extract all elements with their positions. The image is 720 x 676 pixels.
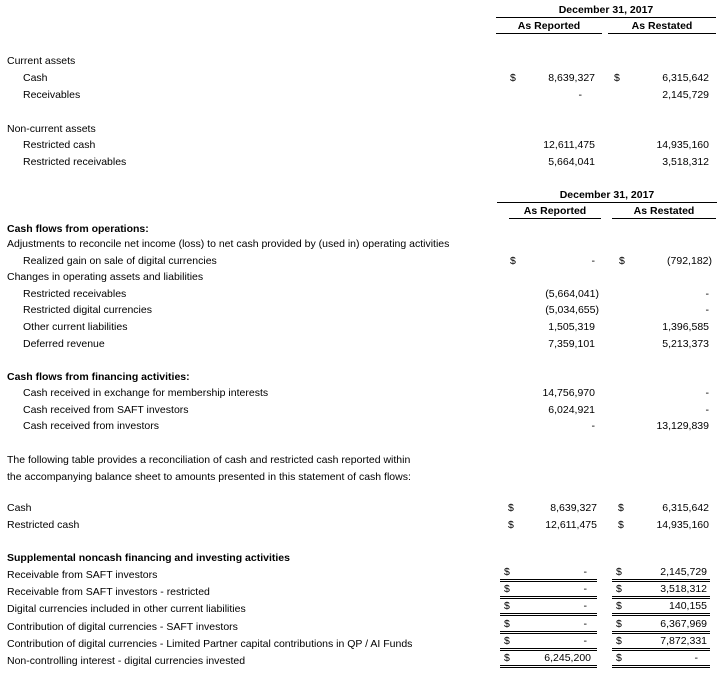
dollar-sign: $ [618,519,624,531]
dollar-sign: $ [504,583,510,595]
dollar-sign: $ [508,519,514,531]
supp-cell-restated [612,635,710,651]
supp-row-label: Non-controlling interest - digital currencies invested [7,655,246,667]
dollar-sign: $ [616,635,622,647]
supplemental-title: Supplemental noncash financing and investing activities [7,552,290,564]
cf-value-restated: - [705,404,709,416]
dollar-sign: $ [614,72,620,84]
supp-value-reported: - [583,583,587,595]
bs-row-label: Receivables [23,89,81,101]
supp-cell-reported [500,635,597,651]
cf-row-label: Cash received from investors [23,420,159,432]
supp-cell-reported [500,652,597,668]
cf-value-reported: (5,034,655) [545,304,599,316]
bs-value-reported: 8,639,327 [548,72,595,84]
cf-row-label: Restricted digital currencies [23,304,152,316]
bs-value-reported: 12,611,475 [543,139,595,151]
recon-value-restated: 14,935,160 [656,519,709,531]
supp-cell-restated [612,652,710,668]
cf-row-label: Restricted receivables [23,288,127,300]
cf-row-label: Cash received from SAFT investors [23,404,189,416]
supp-row-label: Receivable from SAFT investors - restricted [7,586,210,598]
bs-col-as-reported: As Reported [496,20,602,34]
supp-row-label: Digital currencies included in other current liabilities [7,603,246,615]
recon-row-label: Cash [7,502,32,514]
dollar-sign: $ [504,566,510,578]
bs-value-restated: 14,935,160 [656,139,709,151]
bs-value-restated: 3,518,312 [662,156,709,168]
reconciliation-text: The following table provides a reconciliation of cash and restricted cash reported within [7,454,411,466]
supp-value-reported: 6,245,200 [544,652,591,664]
cf-value-restated: - [705,288,709,300]
bs-row-label: Restricted cash [23,139,96,151]
dollar-sign: $ [616,583,622,595]
dollar-sign: $ [504,652,510,664]
bs-value-restated: 2,145,729 [662,89,709,101]
supp-value-restated: 140,155 [669,600,707,612]
supp-cell-restated [612,600,710,616]
dollar-sign: $ [619,255,625,267]
cf-value-reported: (5,664,041) [545,288,599,300]
supp-cell-restated [612,618,710,634]
supp-value-reported: - [583,566,587,578]
supp-row-label: Receivable from SAFT investors [7,569,158,581]
bs-row-label: Current assets [7,55,76,67]
cf-value-restated: (792,182) [667,255,712,267]
bs-value-restated: 6,315,642 [662,72,709,84]
dollar-sign: $ [504,635,510,647]
dollar-sign: $ [616,652,622,664]
cf-row-label: Other current liabilities [23,321,128,333]
reconciliation-text: the accompanying balance sheet to amounts presented in this statement of cash flows: [7,471,411,483]
cf-row-label: Deferred revenue [23,338,105,350]
cf-row-label: Changes in operating assets and liabilities [7,271,204,283]
cf-value-reported: 1,505,319 [548,321,595,333]
supp-cell-reported [500,583,597,599]
cf-row-label: Cash received in exchange for membership interests [23,387,269,399]
recon-row-label: Restricted cash [7,519,80,531]
dollar-sign: $ [508,502,514,514]
cf-row-label: Adjustments to reconcile net income (loss) to net cash provided by (used in) operating activities [7,238,450,250]
supp-value-reported: - [583,600,587,612]
supp-row-label: Contribution of digital currencies - SAFT investors [7,621,238,633]
bs-value-reported: - [578,89,582,101]
recon-value-reported: 12,611,475 [545,519,597,531]
dollar-sign: $ [616,600,622,612]
cf-value-reported: - [591,255,595,267]
supp-row-label: Contribution of digital currencies - Limited Partner capital contributions in QP / AI Funds [7,638,413,650]
recon-value-restated: 6,315,642 [662,502,709,514]
supp-cell-reported [500,566,597,582]
dollar-sign: $ [616,618,622,630]
supp-value-restated: - [694,652,698,664]
supp-value-restated: 2,145,729 [660,566,707,578]
cf-value-restated: 1,396,585 [662,321,709,333]
cf-value-reported: 7,359,101 [548,338,595,350]
bs-period-header: December 31, 2017 [558,4,654,16]
cf-value-restated: - [705,387,709,399]
supp-cell-restated [612,583,710,599]
supp-cell-reported [500,618,597,634]
supp-cell-restated [612,566,710,582]
cf-row-label: Realized gain on sale of digital currencies [23,255,217,267]
cf-value-restated: 5,213,373 [662,338,709,350]
supp-value-restated: 7,872,331 [660,635,707,647]
cf-period-header: December 31, 2017 [559,189,655,201]
cf-value-restated: 13,129,839 [656,420,709,432]
supp-value-restated: 3,518,312 [660,583,707,595]
supp-cell-reported [500,600,597,616]
dollar-sign: $ [618,502,624,514]
cf-col-as-reported: As Reported [509,205,601,219]
dollar-sign: $ [504,618,510,630]
cf-value-reported: 6,024,921 [548,404,595,416]
bs-row-label: Non-current assets [7,123,96,135]
dollar-sign: $ [510,255,516,267]
bs-value-reported: 5,664,041 [548,156,595,168]
supp-value-reported: - [583,635,587,647]
cf-col-as-restated: As Restated [612,205,716,219]
dollar-sign: $ [504,600,510,612]
cf-header-rule [497,202,717,203]
cf-section-title: Cash flows from financing activities: [7,371,190,383]
supp-value-restated: 6,367,969 [660,618,707,630]
bs-row-label: Restricted receivables [23,156,127,168]
bs-row-label: Cash [23,72,48,84]
dollar-sign: $ [510,72,516,84]
cf-section-title: Cash flows from operations: [7,223,149,235]
bs-col-as-restated: As Restated [608,20,716,34]
bs-header-rule [496,17,716,18]
dollar-sign: $ [616,566,622,578]
cf-value-restated: - [705,304,709,316]
cf-value-reported: - [591,420,595,432]
supp-value-reported: - [583,618,587,630]
cf-value-reported: 14,756,970 [542,387,595,399]
recon-value-reported: 8,639,327 [550,502,597,514]
